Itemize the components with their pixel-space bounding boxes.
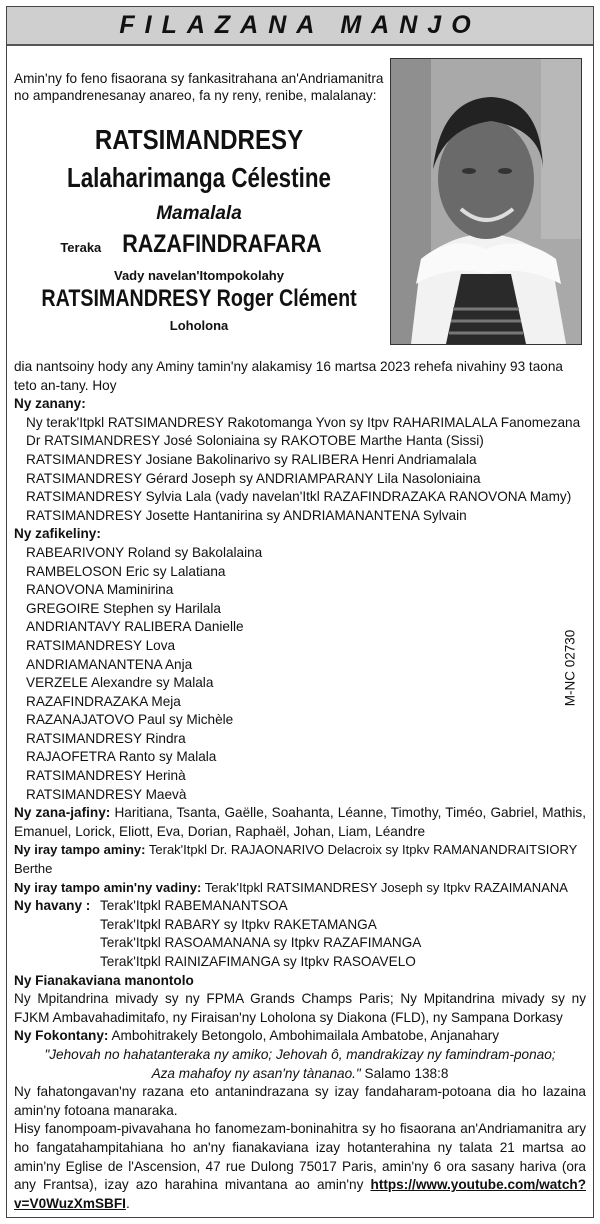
spouse-role: Loholona <box>169 318 229 333</box>
announcement-text: dia nantsoiny hody any Aminy tamin'ny alakamisy 16 martsa 2023 rehefa nivahiny 93 taona teto an-tany. Hoy <box>14 359 563 393</box>
zana-jafiny-section <box>14 804 586 841</box>
havany-first-line <box>14 897 586 916</box>
teraka-label: Teraka <box>60 240 102 255</box>
list-item: ANDRIAMANANTENA Anja <box>26 656 193 672</box>
iray-tampo-vady-text: Terak'Itpkl RATSIMANDRESY Joseph sy Itpkv RAZAIMANANA <box>204 879 568 895</box>
zana-jafiny-text: Haritiana, Tsanta, Gaëlle, Soahanta, Léanne, Timothy, Timéo, Gabriel, Mathis, Emanuel, Lorick, Eliott, Eva, Dorian, Raphaël, Johan, Liam, Léandre <box>14 805 587 839</box>
quote-line-1: "Jehovah no hahatanteraka ny amiko; Jehovah ô, mandrakizay ny famindram-ponao; <box>44 1046 556 1062</box>
fokontany-label: Ny Fokontany: <box>14 1028 109 1044</box>
iray-tampo-vady-section <box>14 879 586 898</box>
iray-tampo-label: Ny iray tampo aminy: <box>14 842 146 858</box>
zanany-label: Ny zanany: <box>14 396 86 412</box>
header-title: FILAZANA MANJO <box>119 11 481 39</box>
iray-tampo-text: Terak'Itpkl Dr. RAJAONARIVO Delacroix sy Itpkv RAMANANDRAITSIORY Berthe <box>14 842 578 877</box>
fokontany-text: Ambohitrakely Betongolo, Ambohimailala Ambatobe, Anjanahary <box>111 1028 500 1044</box>
service-text: Hisy fanompoam-pivavahana ho fanomezam-boninahitra sy ho fisaorana an'Andriamanitra ary ho fangatahampitahiana ho an'ny fianakaviana izay hotanterahina ny talata 21 martsa ao amin'ny Eglise de l'Ascension, 47 rue Dulong 75017 Paris, amin'ny 6 ora sasany hariva (ora any Frantsa), izay azo harahina mivantana ao amin'ny <box>14 1121 586 1193</box>
list-item: RAMBELOSON Eric sy Lalatiana <box>26 563 226 579</box>
quote-reference: Salamo 138:8 <box>364 1065 449 1081</box>
list-item: RATSIMANDRESY Josette Hantanirina sy ANDRIAMANANTENA Sylvain <box>26 507 467 523</box>
list-item: RATSIMANDRESY Herinà <box>26 768 186 784</box>
list-item: Terak'Itpkl RASOAMANANA sy Itpkv RAZAFIMANGA <box>100 935 422 951</box>
maiden-name: RAZAFINDRAFARA <box>121 230 322 258</box>
spouse-name: RATSIMANDRESY Roger Clément <box>41 285 357 312</box>
list-item: RANOVONA Maminirina <box>26 582 174 598</box>
portrait-photo <box>390 58 582 345</box>
list-item: Terak'Itpkl RABARY sy Itpkv RAKETAMANGA <box>100 916 377 932</box>
zana-jafiny-label: Ny zana-jafiny: <box>14 805 111 821</box>
list-item: RATSIMANDRESY Sylvia Lala (vady navelan'Itkl RAZAFINDRAZAKA RANOVONA Mamy) <box>26 489 572 505</box>
list-item: RAZANAJATOVO Paul sy Michèle <box>26 712 234 728</box>
mpitandrina-text: Ny Mpitandrina mivady sy ny FPMA Grands Champs Paris; Ny Mpitandrina mivady sy ny FJKM Ambavahadimitafo, ny Firaisan'ny Loholona sy Diakona (FLD), ny Sampana Dorkasy <box>14 991 586 1025</box>
iray-tampo-section <box>14 841 586 878</box>
list-item: RATSIMANDRESY Josiane Bakolinarivo sy RALIBERA Henri Andriamalala <box>26 451 477 467</box>
quote-line-2-text: Aza mahafoy ny asan'ny tànanao." <box>151 1065 361 1081</box>
youtube-link[interactable]: https://www.youtube.com/watch?v=V0WuzXmSBFI <box>14 1177 587 1211</box>
list-item: Dr RATSIMANDRESY José Soloniaina sy RAKOTOBE Marthe Hanta (Sissi) <box>26 433 484 449</box>
list-item: RATSIMANDRESY Rindra <box>26 730 186 746</box>
reference-code: M-NC 02730 <box>562 629 578 707</box>
zafikeliny-label: Ny zafikeliny: <box>14 526 101 542</box>
deceased-surname: RATSIMANDRESY <box>94 124 304 155</box>
list-item: RAJAOFETRA Ranto sy Malala <box>26 749 217 765</box>
list-item: RATSIMANDRESY Lova <box>26 637 176 653</box>
list-item: RABEARIVONY Roland sy Bakolalaina <box>26 544 263 560</box>
list-item: RATSIMANDRESY Maevà <box>26 786 187 802</box>
portrait-illustration <box>391 59 581 344</box>
list-item: RAZAFINDRAZAKA Meja <box>26 693 181 709</box>
fahatongavana-text: Ny fahatongavan'ny razana eto antanindrazana sy izay fandaharam-potoana dia ho lazaina amin'ny fotoana manaraka. <box>14 1084 586 1118</box>
quote-line-2 <box>14 1065 586 1084</box>
deceased-role: Mamalala <box>156 203 242 224</box>
list-item: GREGOIRE Stephen sy Harilala <box>26 600 221 616</box>
notice-body <box>14 358 586 1213</box>
reference-code-box <box>562 628 578 708</box>
notice-header <box>7 7 593 46</box>
havany-label: Ny havany : <box>14 898 91 914</box>
list-item: Terak'Itpkl RAINIZAFIMANGA sy Itpkv RASOAVELO <box>100 954 416 969</box>
maiden-name-line <box>14 230 384 259</box>
list-item: Ny terak'Itpkl RATSIMANDRESY Rakotomanga Yvon sy Itpv RAHARIMALALA Fanomezana <box>26 414 581 430</box>
list-item: RATSIMANDRESY Gérard Joseph sy ANDRIAMPARANY Lila Nasoloniaina <box>26 470 481 486</box>
list-item: VERZELE Alexandre sy Malala <box>26 675 214 691</box>
fokontany-section <box>14 1027 586 1046</box>
spouse-label: Vady navelan'Itompokolahy <box>114 268 284 283</box>
service-paragraph <box>14 1120 586 1213</box>
intro-text: Amin'ny fo feno fisaorana sy fankasitrahana an'Andriamanitra no ampandrenesanay anareo, fa ny reny, renibe, malalanay: <box>14 71 384 103</box>
iray-tampo-vady-label: Ny iray tampo amin'ny vadiny: <box>14 879 202 895</box>
link-end: . <box>125 1195 130 1211</box>
fianakaviana-label: Ny Fianakaviana manontolo <box>14 972 194 988</box>
list-item: Terak'Itpkl RABEMANANTSOA <box>100 898 288 914</box>
list-item: ANDRIANTAVY RALIBERA Danielle <box>26 619 244 635</box>
deceased-given-names: Lalaharimanga Célestine <box>67 162 331 193</box>
